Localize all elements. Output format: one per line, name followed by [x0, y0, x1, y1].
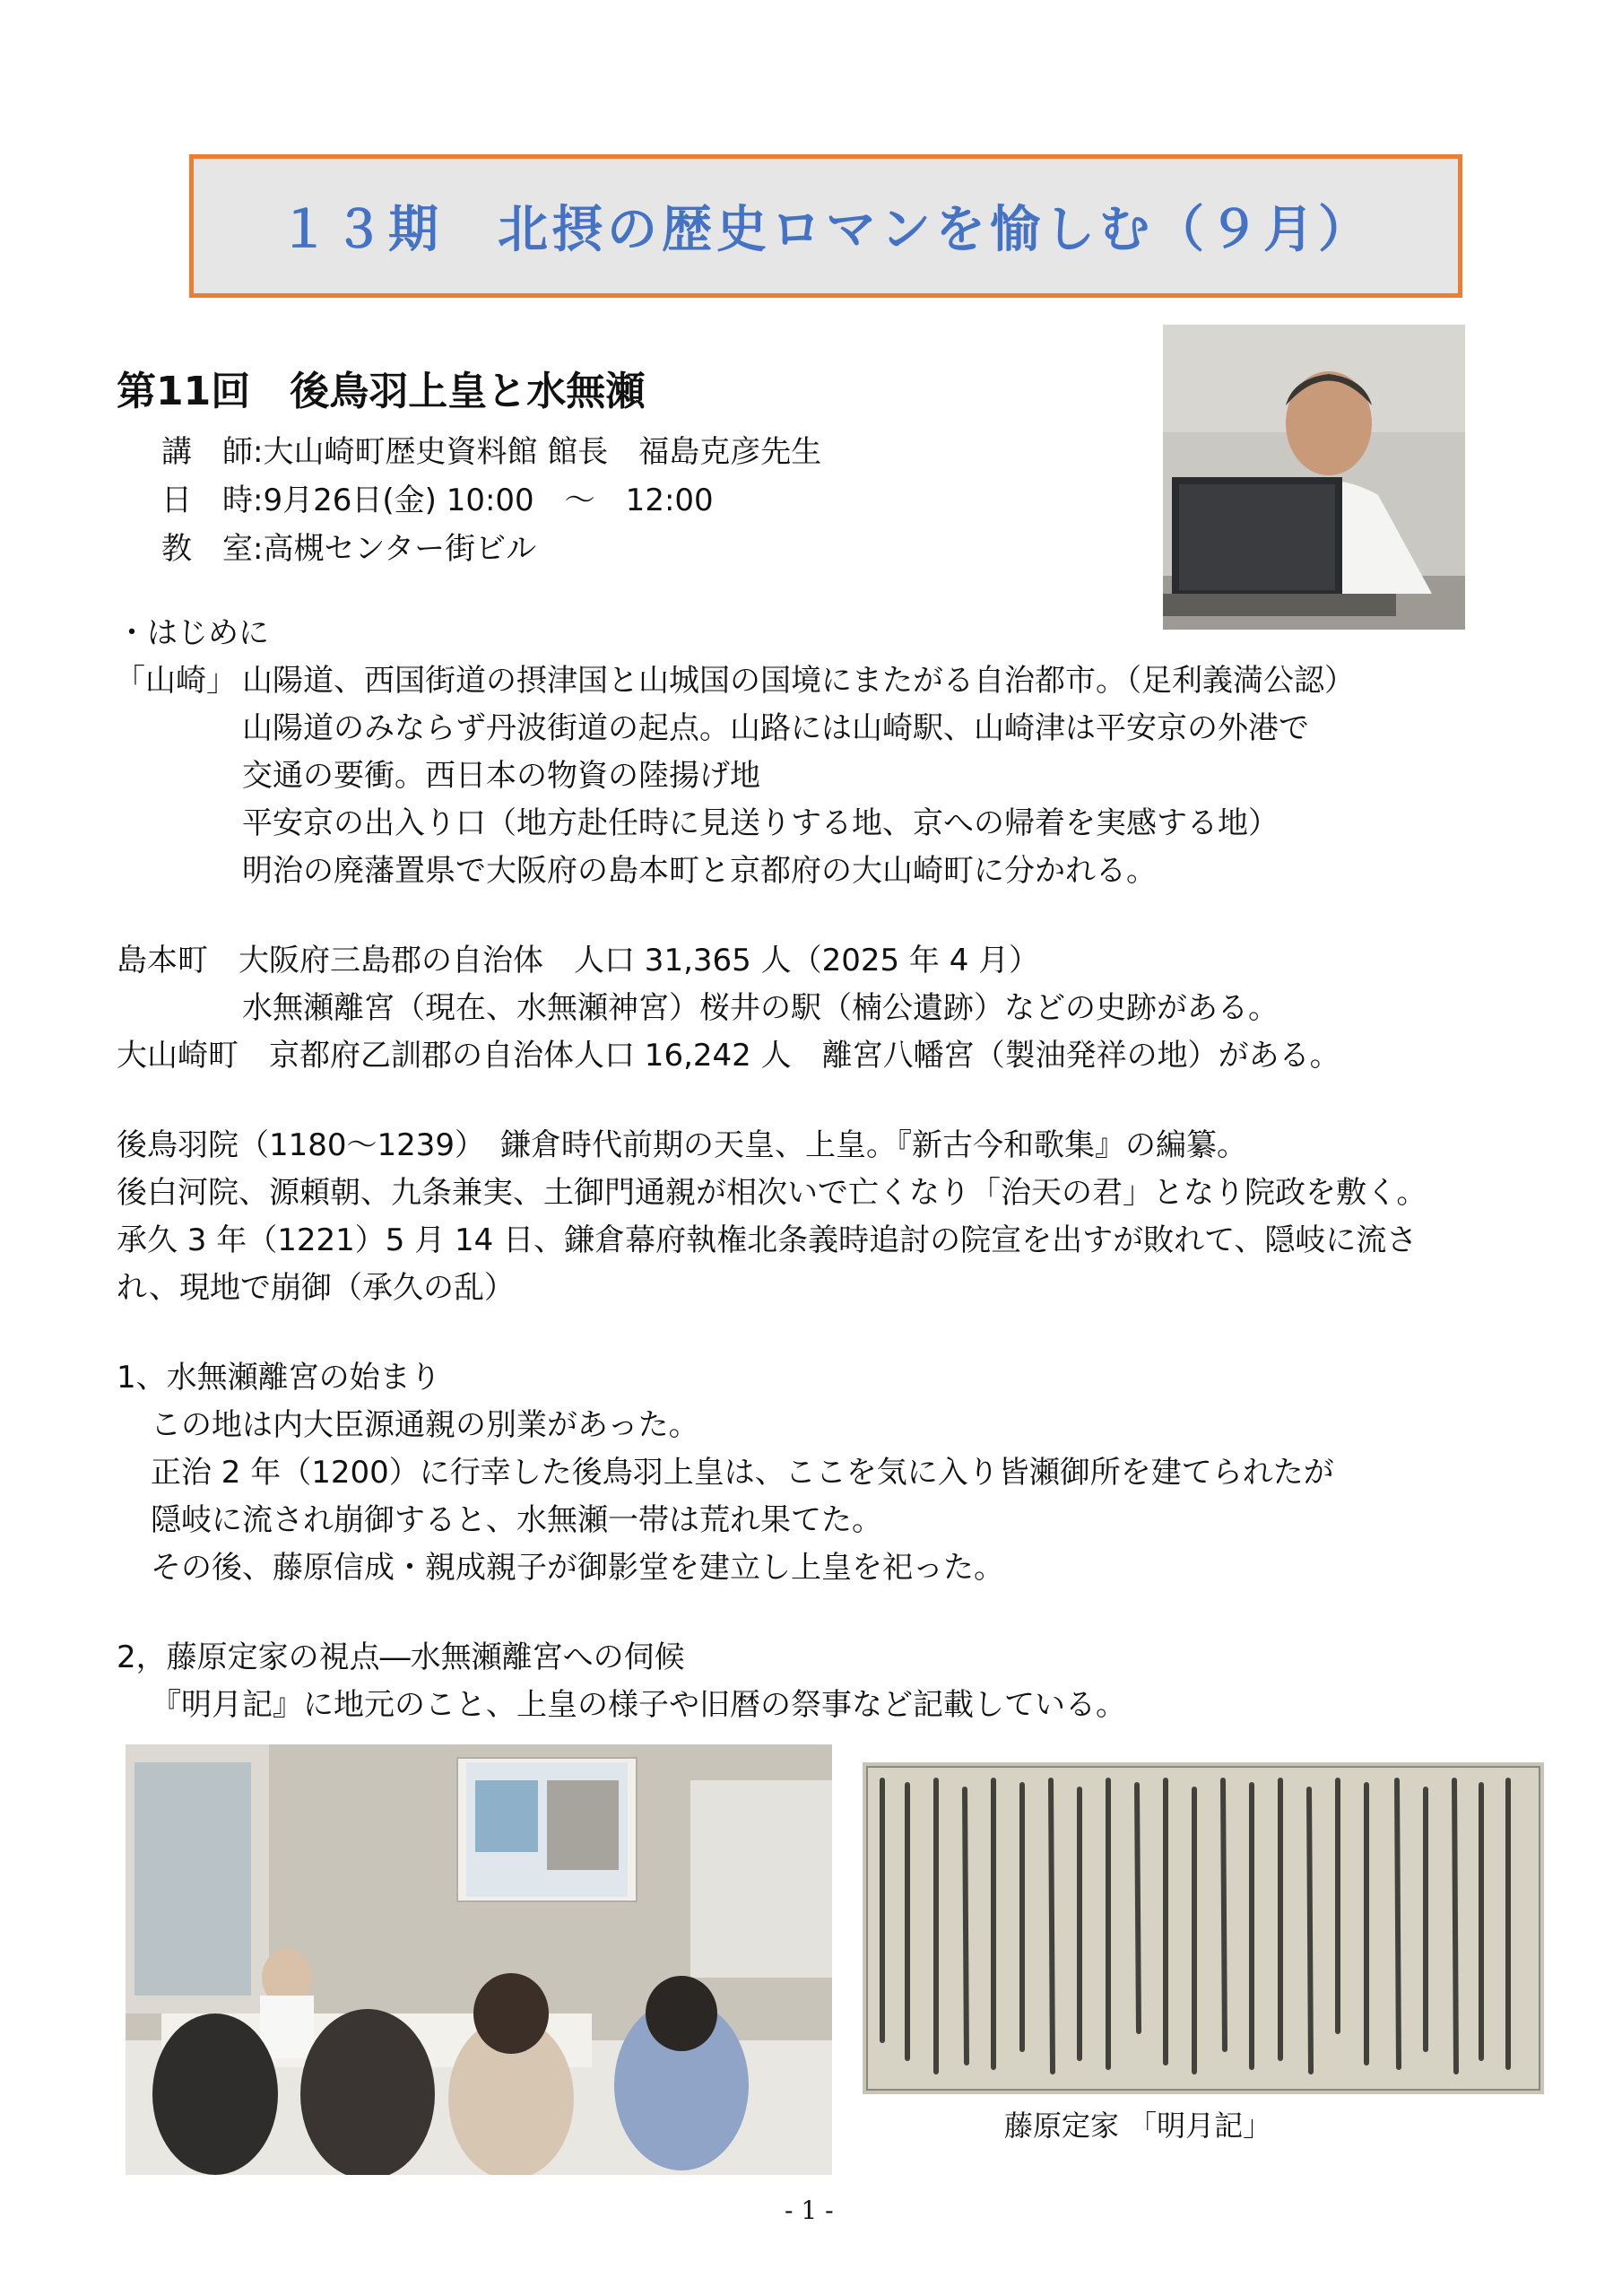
info-label: 講 師:	[161, 434, 264, 470]
shimamoto-line: 島本町 大阪府三島郡の自治体 人口 31,365 人（2025 年 4 月）	[117, 943, 1040, 978]
section2-heading: 2，藤原定家の視点―水無瀬離宮への伺候	[117, 1639, 685, 1675]
lecturer-photo	[1163, 325, 1465, 630]
info-value: 9月26日(金) 10:00 ～ 12:00	[263, 483, 714, 518]
shimamoto-line: 水無瀬離宮（現在、水無瀬神宮）桜井の駅（楠公遺跡）などの史跡がある。	[242, 990, 1279, 1026]
yamazaki-line: 交通の要衝。西日本の物資の陸揚げ地	[242, 758, 760, 794]
section2-line: 『明月記』に地元のこと、上皇の様子や旧暦の祭事など記載している。	[151, 1687, 1126, 1723]
info-datetime	[161, 477, 714, 524]
section1-heading: 1、水無瀬離宮の始まり	[117, 1360, 441, 1396]
oyamazaki-line: 大山崎町 京都府乙訓郡の自治体人口 16,242 人 離宮八幡宮（製油発祥の地）がある。	[117, 1038, 1340, 1074]
classroom-photo-image	[126, 1744, 832, 2175]
section1-line: 隠岐に流され崩御すると、水無瀬一帯は荒れ果てた。	[151, 1502, 882, 1538]
section1-line: 正治 2 年（1200）に行幸した後鳥羽上皇は、ここを気に入り皆瀬御所を建てられたが	[151, 1455, 1334, 1491]
yamazaki-line: 明治の廃藩置県で大阪府の島本町と京都府の大山崎町に分かれる。	[242, 853, 1157, 889]
gotoba-line: 後白河院、源頼朝、九条兼実、土御門通親が相次いで亡くなり「治天の君」となり院政を敷く。	[117, 1175, 1427, 1211]
info-instructor	[161, 429, 821, 475]
gotoba-line: れ、現地で崩御（承久の乱）	[117, 1270, 516, 1306]
section1-line: この地は内大臣源通親の別業があった。	[151, 1407, 699, 1443]
meigetsuki-photo	[863, 1762, 1544, 2094]
intro-heading: ・はじめに	[117, 615, 269, 651]
page-title: １３期 北摂の歴史ロマンを愉しむ（９月）	[279, 201, 1373, 259]
lecture-title: 第11回 後鳥羽上皇と水無瀬	[117, 369, 646, 414]
gotoba-line: 承久 3 年（1221）5 月 14 日、鎌倉幕府執権北条義時追討の院宣を出すが敗れて、隠岐に流さ	[117, 1222, 1418, 1258]
yamazaki-label: 「山崎」	[115, 663, 237, 699]
meigetsuki-caption: 藤原定家 「明月記」	[1004, 2109, 1272, 2143]
meigetsuki-photo-image	[863, 1762, 1544, 2094]
yamazaki-line: 山陽道、西国街道の摂津国と山城国の国境にまたがる自治都市。（足利義満公認）	[242, 663, 1355, 699]
lecturer-photo-image	[1163, 325, 1465, 630]
info-label: 教 室:	[161, 531, 264, 567]
title-banner	[189, 154, 1462, 298]
info-label: 日 時:	[161, 483, 264, 518]
classroom-photo	[126, 1744, 832, 2175]
section1-line: その後、藤原信成・親成親子が御影堂を建立し上皇を祀った。	[151, 1550, 1004, 1586]
info-room	[161, 526, 536, 572]
info-value: 大山崎町歴史資料館 館長 福島克彦先生	[263, 434, 822, 470]
page-number: - 1 -	[785, 2196, 834, 2225]
yamazaki-line: 平安京の出入り口（地方赴任時に見送りする地、京への帰着を実感する地）	[242, 805, 1279, 841]
yamazaki-line: 山陽道のみならず丹波街道の起点。山路には山崎駅、山崎津は平安京の外港で	[242, 710, 1309, 746]
gotoba-line: 後鳥羽院（1180～1239） 鎌倉時代前期の天皇、上皇。『新古今和歌集』の編纂。	[117, 1127, 1248, 1163]
info-value: 高槻センター街ビル	[263, 531, 537, 567]
